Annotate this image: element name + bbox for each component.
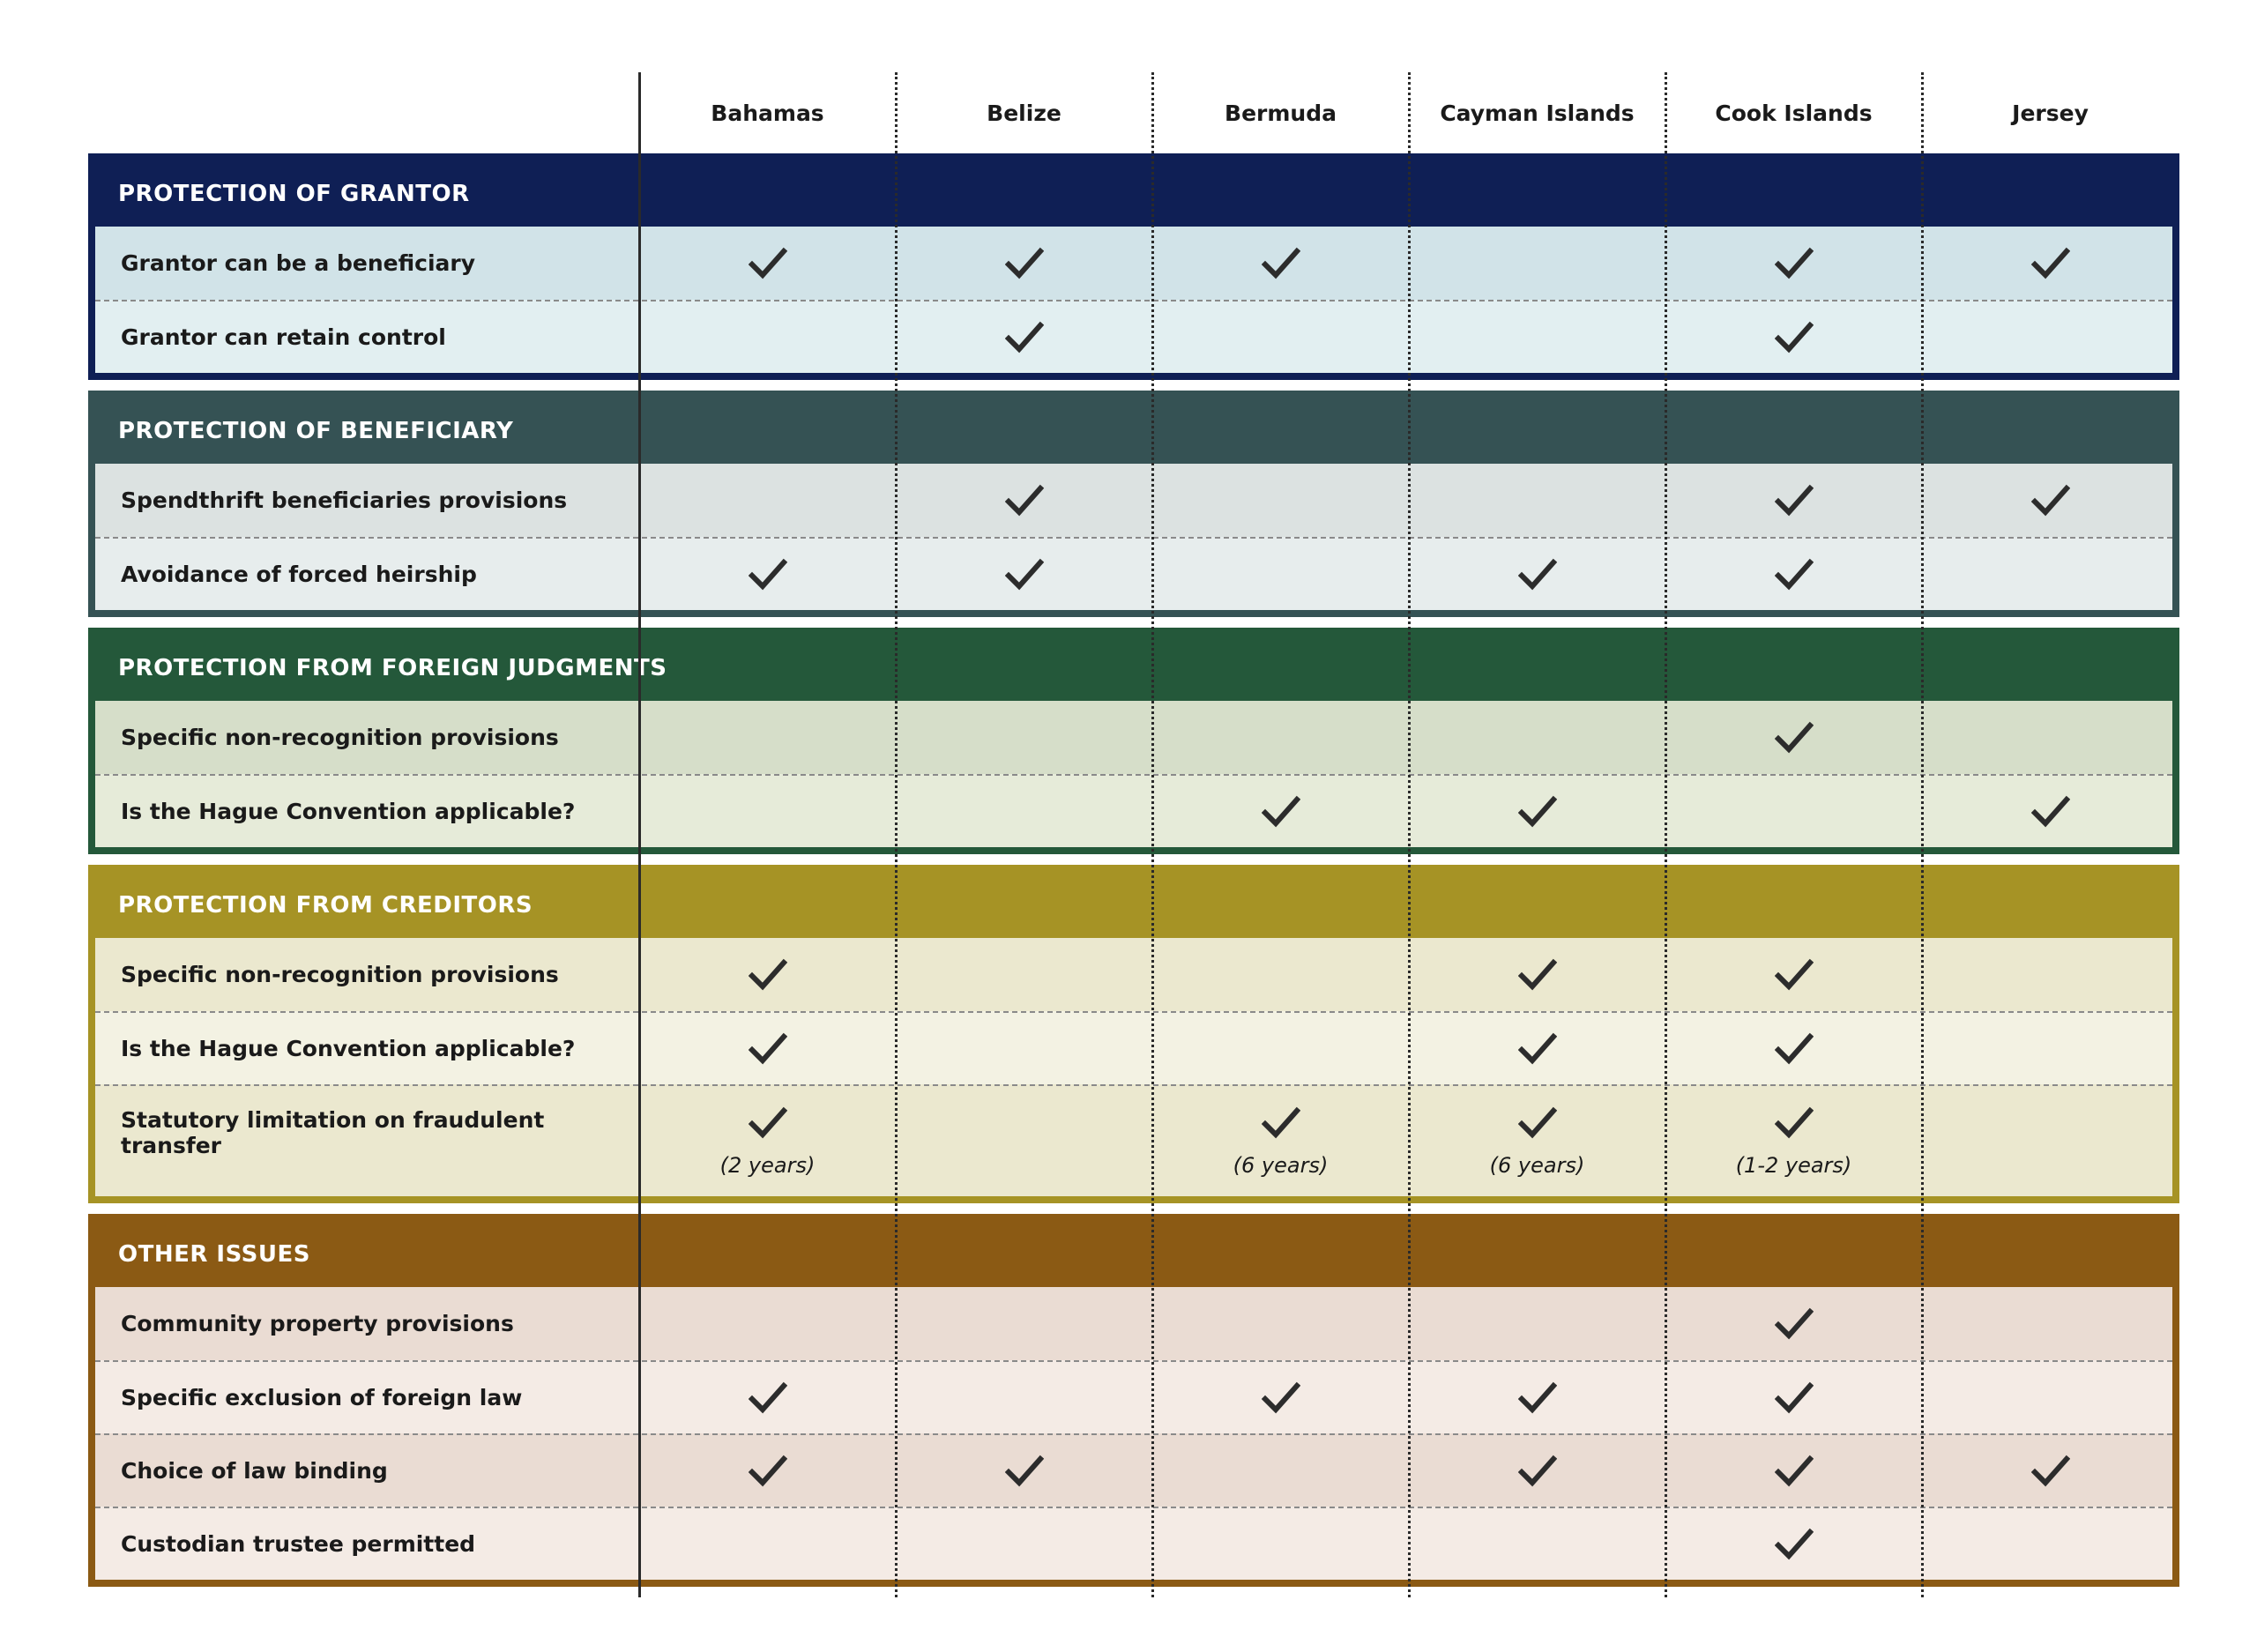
cell-belize [896, 1508, 1152, 1580]
check-icon [1005, 246, 1044, 281]
check-icon [1262, 1380, 1300, 1416]
cell-jersey [1922, 1086, 2179, 1196]
cell-bermuda [1152, 1508, 1409, 1580]
row-label: Community property provisions [121, 1311, 514, 1336]
check-icon [1005, 1454, 1044, 1489]
cell-cayman-islands [1409, 938, 1665, 1011]
cell-bermuda [1152, 1362, 1409, 1433]
check-icon [1775, 1031, 1814, 1067]
cell-bermuda [1152, 1287, 1409, 1360]
cell-bahamas [639, 701, 896, 774]
cell-bahamas [639, 1013, 896, 1084]
cell-cook-islands [1665, 1086, 1922, 1196]
section-protection-of-grantor [88, 153, 2179, 380]
section-title: PROTECTION OF BENEFICIARY [95, 398, 2172, 464]
check-icon [1518, 1105, 1557, 1141]
cell-bermuda [1152, 1435, 1409, 1507]
row-label: Custodian trustee permitted [121, 1531, 476, 1557]
column-header-row [88, 72, 2179, 153]
table-row [95, 1084, 2172, 1196]
column-header-bahamas: Bahamas [711, 100, 824, 126]
cell-jersey [1922, 539, 2179, 610]
cell-jersey [1922, 301, 2179, 373]
cell-note: (2 years) [719, 1153, 816, 1178]
check-icon [749, 1031, 787, 1067]
cell-bermuda [1152, 1086, 1409, 1196]
cell-bahamas [639, 464, 896, 537]
cell-bahamas [639, 938, 896, 1011]
cell-cook-islands [1665, 464, 1922, 537]
cell-cayman-islands [1409, 227, 1665, 300]
cell-jersey [1922, 938, 2179, 1011]
check-icon [1518, 557, 1557, 592]
cell-bermuda [1152, 227, 1409, 300]
check-icon [749, 557, 787, 592]
row-label: Avoidance of forced heirship [121, 562, 477, 587]
cell-cook-islands [1665, 701, 1922, 774]
cell-jersey [1922, 227, 2179, 300]
cell-cayman-islands [1409, 1287, 1665, 1360]
check-icon [1005, 320, 1044, 355]
cell-bermuda [1152, 1013, 1409, 1084]
check-icon [1775, 483, 1814, 518]
table-row [95, 227, 2172, 300]
table-row [95, 938, 2172, 1011]
cell-cook-islands [1665, 1508, 1922, 1580]
check-icon [749, 246, 787, 281]
cell-cayman-islands [1409, 701, 1665, 774]
column-header-cook-islands: Cook Islands [1715, 100, 1873, 126]
cell-belize [896, 1362, 1152, 1433]
cell-jersey [1922, 464, 2179, 537]
check-icon [1518, 1031, 1557, 1067]
header-spacer [88, 72, 639, 153]
table-row [95, 1433, 2172, 1507]
cell-cook-islands [1665, 938, 1922, 1011]
cell-jersey [1922, 1362, 2179, 1433]
cell-bahamas [639, 776, 896, 847]
table-row [95, 774, 2172, 847]
cell-bermuda [1152, 464, 1409, 537]
cell-cook-islands [1665, 776, 1922, 847]
cell-belize [896, 1013, 1152, 1084]
check-icon [1005, 557, 1044, 592]
cell-bahamas [639, 1287, 896, 1360]
table-row [95, 464, 2172, 537]
check-icon [1775, 246, 1814, 281]
row-label: Is the Hague Convention applicable? [121, 799, 576, 824]
check-icon [2031, 483, 2070, 518]
cell-bahamas [639, 539, 896, 610]
cell-belize [896, 464, 1152, 537]
cell-note: (6 years) [1489, 1153, 1585, 1178]
check-icon [1775, 557, 1814, 592]
cell-cook-islands [1665, 1362, 1922, 1433]
check-icon [1775, 1527, 1814, 1562]
cell-cayman-islands [1409, 1362, 1665, 1433]
cell-belize [896, 539, 1152, 610]
section-protection-from-creditors [88, 865, 2179, 1203]
cell-bahamas [639, 1508, 896, 1580]
section-title: OTHER ISSUES [95, 1221, 2172, 1287]
section-title: PROTECTION FROM CREDITORS [95, 872, 2172, 938]
cell-bermuda [1152, 938, 1409, 1011]
check-icon [1775, 720, 1814, 755]
comparison-table [88, 72, 2179, 1597]
cell-jersey [1922, 1013, 2179, 1084]
cell-belize [896, 938, 1152, 1011]
table-row [95, 701, 2172, 774]
check-icon [1005, 483, 1044, 518]
check-icon [1775, 1380, 1814, 1416]
row-label: Specific exclusion of foreign law [121, 1385, 523, 1410]
row-label: Specific non-recognition provisions [121, 725, 559, 750]
row-label: Choice of law binding [121, 1458, 388, 1484]
check-icon [2031, 794, 2070, 830]
section-title: PROTECTION OF GRANTOR [95, 160, 2172, 227]
cell-jersey [1922, 1435, 2179, 1507]
cell-cook-islands [1665, 301, 1922, 373]
cell-belize [896, 776, 1152, 847]
row-label: Grantor can be a beneficiary [121, 250, 476, 276]
cell-jersey [1922, 1287, 2179, 1360]
sections-container [88, 153, 2179, 1587]
row-label: Specific non-recognition provisions [121, 962, 559, 987]
cell-cayman-islands [1409, 1435, 1665, 1507]
check-icon [1262, 246, 1300, 281]
cell-belize [896, 701, 1152, 774]
check-icon [1262, 794, 1300, 830]
section-other-issues [88, 1214, 2179, 1587]
cell-note: (1-2 years) [1735, 1153, 1852, 1178]
check-icon [749, 1105, 787, 1141]
cell-bermuda [1152, 301, 1409, 373]
check-icon [2031, 1454, 2070, 1489]
check-icon [1518, 957, 1557, 993]
cell-cayman-islands [1409, 464, 1665, 537]
check-icon [1775, 1454, 1814, 1489]
column-header-belize: Belize [987, 100, 1061, 126]
column-header-jersey: Jersey [2012, 100, 2089, 126]
cell-bermuda [1152, 701, 1409, 774]
check-icon [1262, 1105, 1300, 1141]
check-icon [1518, 794, 1557, 830]
table-row [95, 1287, 2172, 1360]
cell-cayman-islands [1409, 1086, 1665, 1196]
section-protection-of-beneficiary [88, 391, 2179, 617]
table-row [95, 1507, 2172, 1580]
cell-bahamas [639, 301, 896, 373]
cell-jersey [1922, 1508, 2179, 1580]
cell-cook-islands [1665, 1435, 1922, 1507]
cell-cayman-islands [1409, 1508, 1665, 1580]
table-row [95, 300, 2172, 373]
cell-bahamas [639, 1086, 896, 1196]
cell-bahamas [639, 1435, 896, 1507]
cell-cook-islands [1665, 539, 1922, 610]
cell-bermuda [1152, 776, 1409, 847]
row-label: Is the Hague Convention applicable? [121, 1036, 576, 1061]
check-icon [1518, 1454, 1557, 1489]
check-icon [2031, 246, 2070, 281]
column-header-bermuda: Bermuda [1225, 100, 1337, 126]
row-label: Grantor can retain control [121, 324, 446, 350]
row-label: Spendthrift beneficiaries provisions [121, 487, 568, 513]
cell-note: (6 years) [1233, 1153, 1329, 1178]
section-protection-from-foreign-judgments [88, 628, 2179, 854]
check-icon [749, 1380, 787, 1416]
section-title: PROTECTION FROM FOREIGN JUDGMENTS [95, 635, 2172, 701]
cell-belize [896, 1435, 1152, 1507]
cell-belize [896, 1086, 1152, 1196]
check-icon [1775, 957, 1814, 993]
cell-cayman-islands [1409, 539, 1665, 610]
cell-bermuda [1152, 539, 1409, 610]
check-icon [749, 1454, 787, 1489]
table-row [95, 1360, 2172, 1433]
cell-jersey [1922, 701, 2179, 774]
check-icon [1775, 1105, 1814, 1141]
check-icon [1775, 1306, 1814, 1342]
table-row [95, 537, 2172, 610]
table-row [95, 1011, 2172, 1084]
check-icon [749, 957, 787, 993]
cell-belize [896, 1287, 1152, 1360]
column-header-cayman-islands: Cayman Islands [1440, 100, 1635, 126]
cell-cayman-islands [1409, 1013, 1665, 1084]
cell-jersey [1922, 776, 2179, 847]
cell-cayman-islands [1409, 301, 1665, 373]
cell-belize [896, 227, 1152, 300]
cell-bahamas [639, 227, 896, 300]
cell-cook-islands [1665, 227, 1922, 300]
cell-cook-islands [1665, 1287, 1922, 1360]
row-label: Statutory limitation on fraudulent transfer [121, 1107, 545, 1158]
cell-belize [896, 301, 1152, 373]
check-icon [1518, 1380, 1557, 1416]
cell-bahamas [639, 1362, 896, 1433]
check-icon [1775, 320, 1814, 355]
cell-cook-islands [1665, 1013, 1922, 1084]
cell-cayman-islands [1409, 776, 1665, 847]
